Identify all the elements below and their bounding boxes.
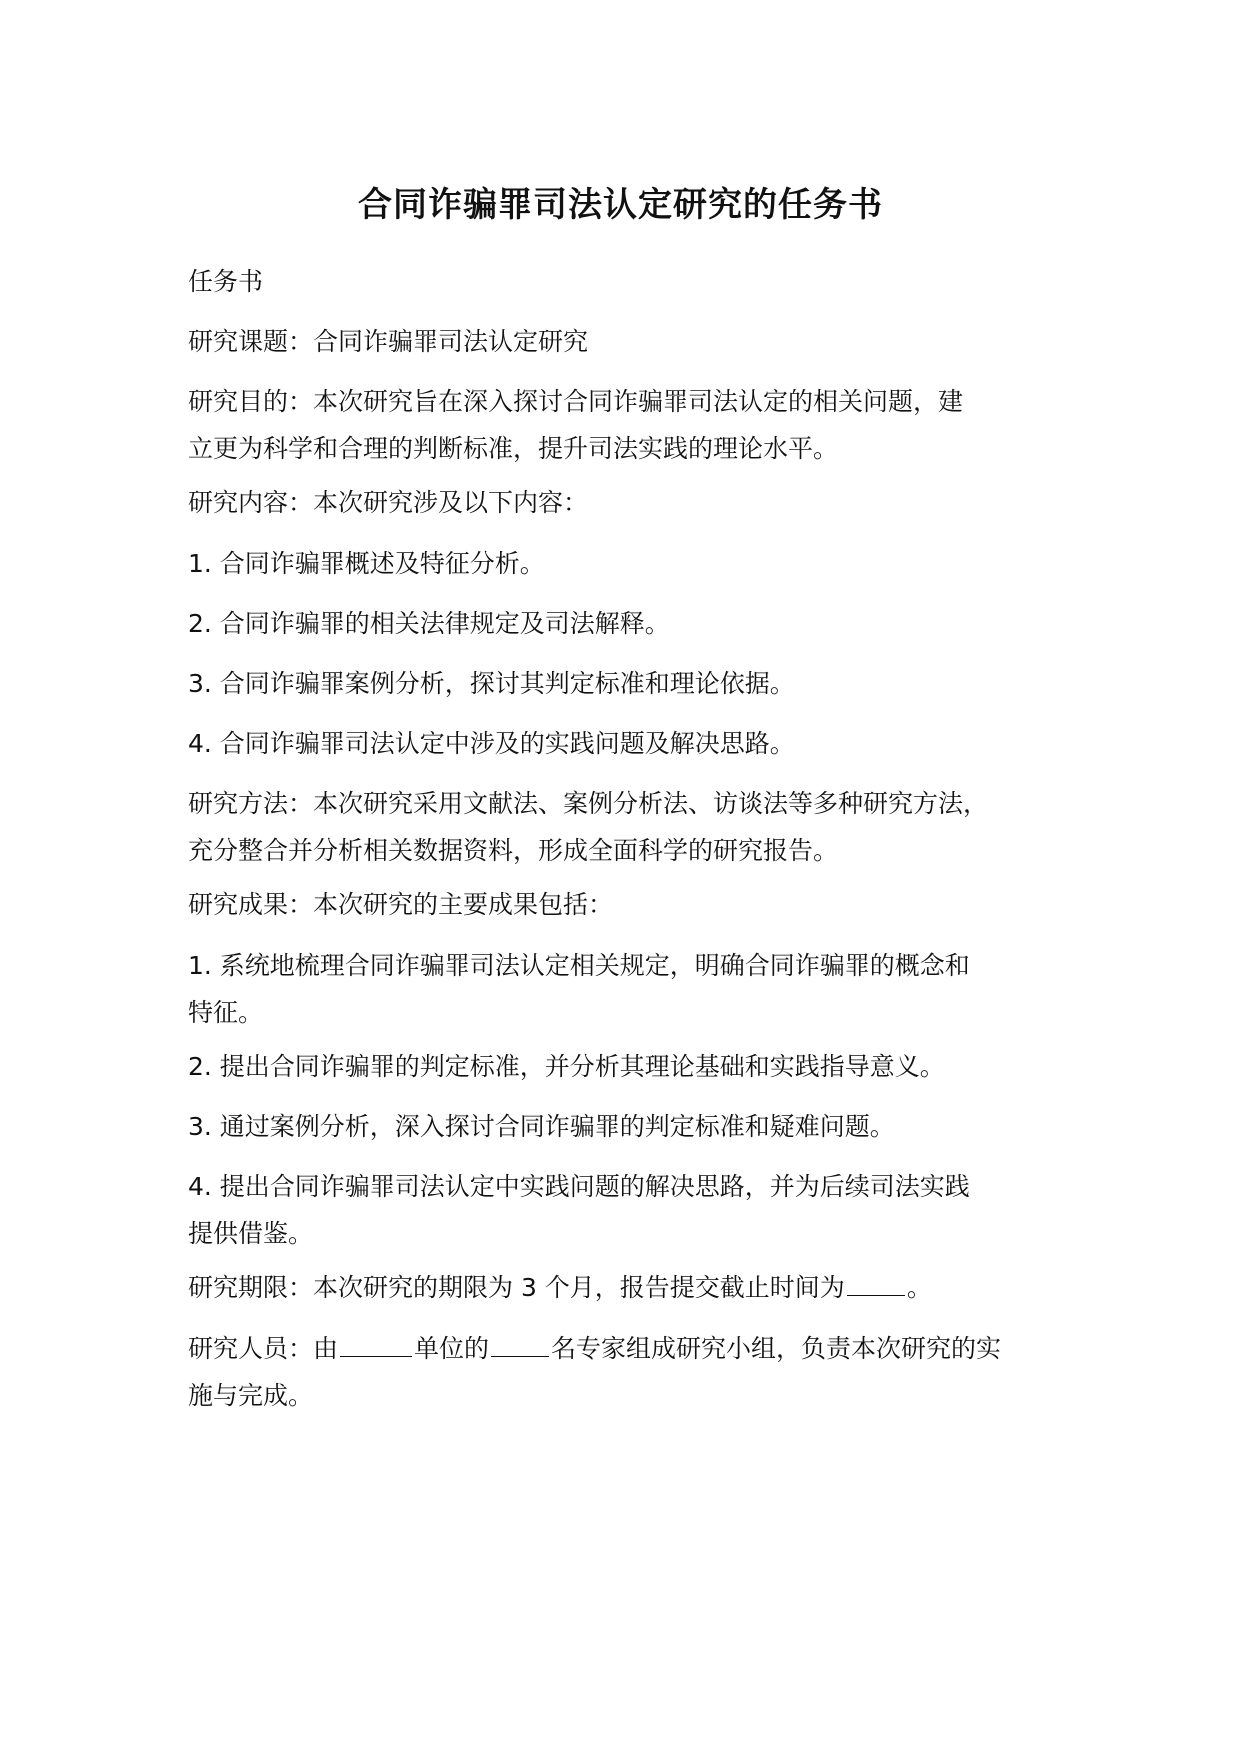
document-title: 合同诈骗罪司法认定研究的任务书 — [358, 185, 883, 225]
research-period — [188, 1264, 1078, 1311]
period-text: 研究期限：本次研究的期限为 3 个月，报告提交截止时间为 — [188, 1273, 845, 1302]
research-method: 研究方法：本次研究采用文献法、案例分析法、访谈法等多种研究方法， 充分整合并分析相关数据资料，形成全面科学的研究报告。 — [188, 789, 989, 865]
content-item-3: 3. 合同诈骗罪案例分析，探讨其判定标准和理论依据。 — [188, 669, 795, 698]
unit-blank — [340, 1330, 412, 1357]
content-item-4: 4. 合同诈骗罪司法认定中涉及的实践问题及解决思路。 — [188, 729, 795, 758]
research-topic: 研究课题：合同诈骗罪司法认定研究 — [188, 327, 589, 356]
research-personnel — [188, 1325, 1078, 1419]
count-blank — [491, 1330, 549, 1357]
personnel-text-2: 单位的 — [414, 1334, 490, 1363]
result-item-3: 3. 通过案例分析，深入探讨合同诈骗罪的判定标准和疑难问题。 — [188, 1112, 895, 1141]
result-item-1: 1. 系统地梳理合同诈骗罪司法认定相关规定，明确合同诈骗罪的概念和 特征。 — [188, 951, 970, 1027]
period-end: 。 — [906, 1273, 932, 1302]
deadline-blank — [847, 1269, 905, 1296]
research-results-intro: 研究成果：本次研究的主要成果包括： — [188, 890, 614, 919]
content-item-1: 1. 合同诈骗罪概述及特征分析。 — [188, 549, 545, 578]
heading-task-book: 任务书 — [188, 267, 264, 296]
personnel-text-1: 研究人员：由 — [188, 1334, 339, 1363]
content-item-2: 2. 合同诈骗罪的相关法律规定及司法解释。 — [188, 609, 670, 638]
result-item-2: 2. 提出合同诈骗罪的判定标准，并分析其理论基础和实践指导意义。 — [188, 1052, 945, 1081]
research-purpose: 研究目的：本次研究旨在深入探讨合同诈骗罪司法认定的相关问题，建 立更为科学和合理的判断标准，提升司法实践的理论水平。 — [188, 387, 964, 463]
result-item-4: 4. 提出合同诈骗罪司法认定中实践问题的解决思路，并为后续司法实践 提供借鉴。 — [188, 1172, 970, 1248]
personnel-text-4: 施与完成。 — [188, 1381, 314, 1410]
personnel-text-3: 名专家组成研究小组，负责本次研究的实 — [551, 1334, 1002, 1363]
research-content-intro: 研究内容：本次研究涉及以下内容： — [188, 488, 589, 517]
